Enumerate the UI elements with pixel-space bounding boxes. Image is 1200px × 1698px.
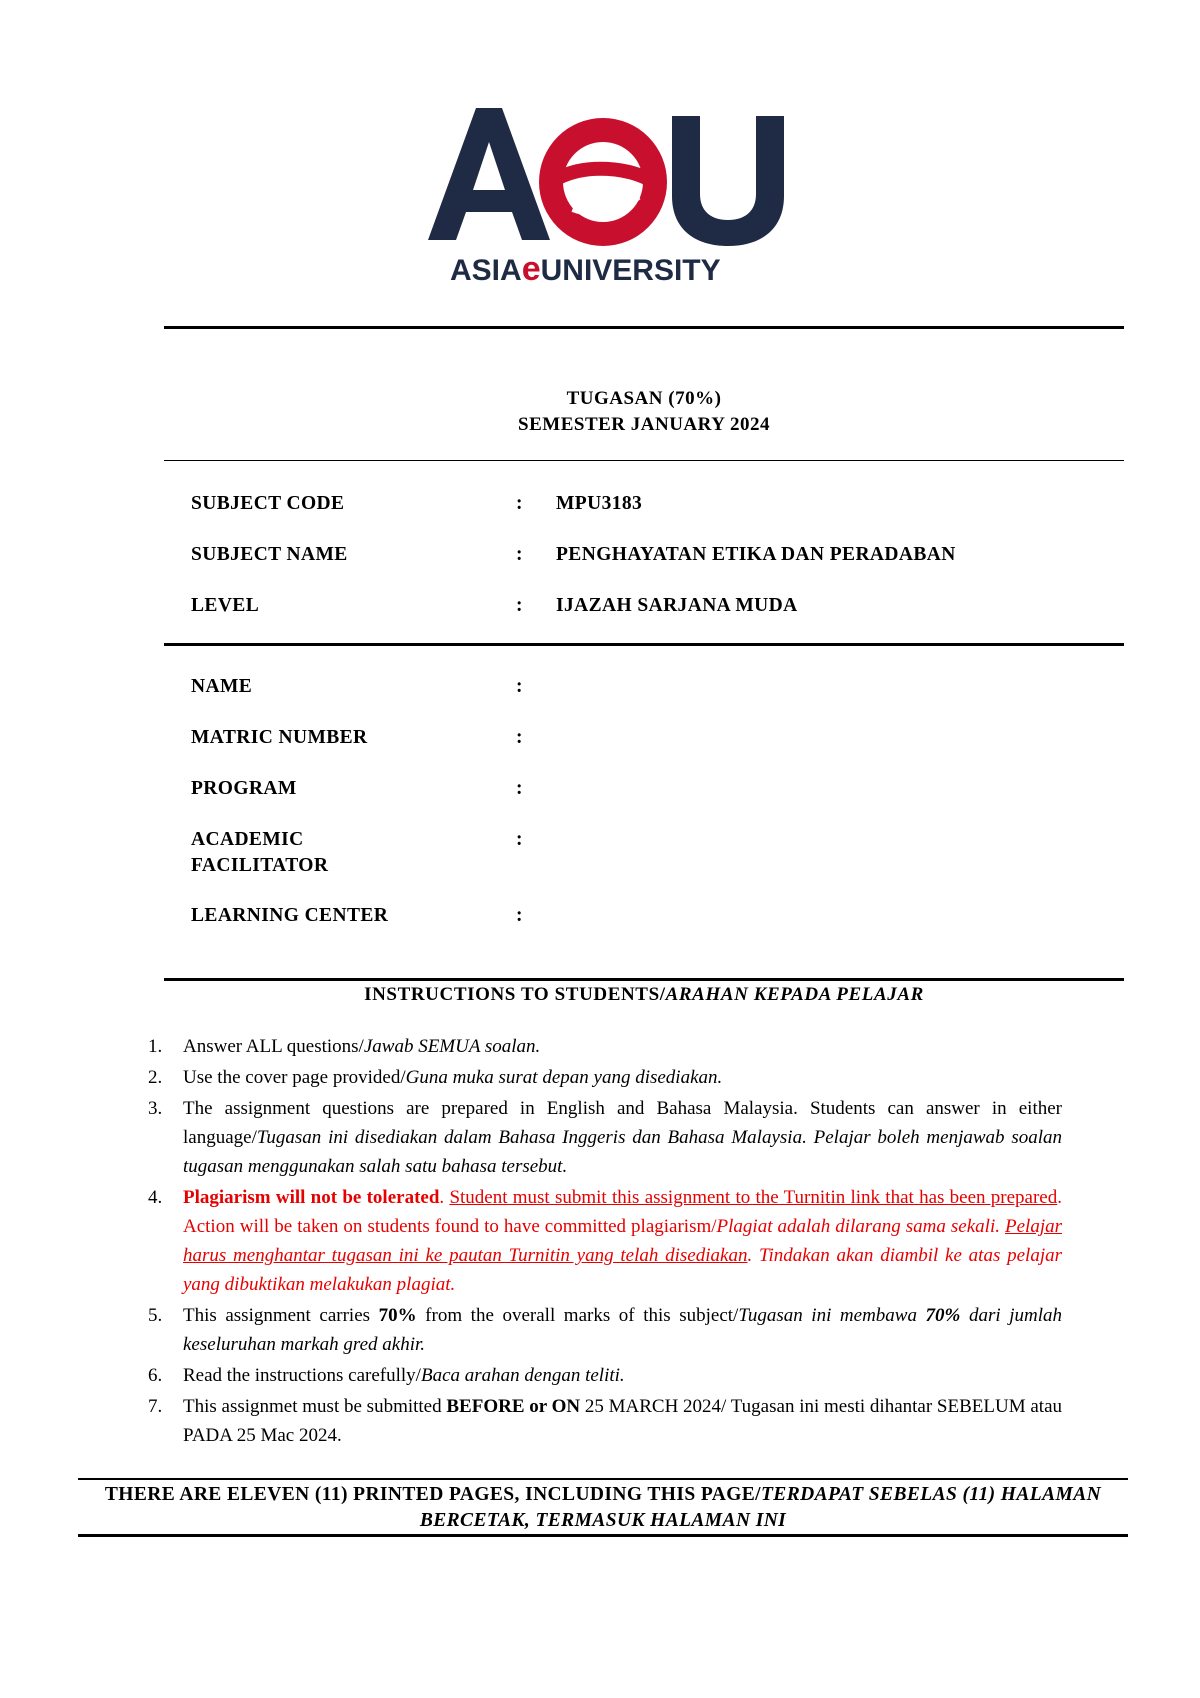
list-item: 1. Answer ALL questions/Jawab SEMUA soalan. <box>148 1036 541 1057</box>
instructions-title <box>164 984 1124 1006</box>
subject-code-label: SUBJECT CODE <box>191 493 345 514</box>
semester-title: SEMESTER JANUARY 2024 <box>518 414 770 435</box>
colon: : <box>516 829 523 850</box>
program-row <box>191 776 1091 802</box>
level-label: LEVEL <box>191 595 260 616</box>
subject-name-label: SUBJECT NAME <box>191 544 348 565</box>
list-item: 7. This assignmet must be submitted BEFORE or ON 25 MARCH 2024/ Tugasan ini mesti dihantar SEBELUM atau PADA 25 Mac 2024. <box>148 1396 1063 1446</box>
svg-text:ASIAeUNIVERSITY: ASIAeUNIVERSITY <box>450 250 721 288</box>
colon: : <box>516 676 523 697</box>
header-rule <box>164 460 1124 461</box>
plagiarism-warning: Plagiarism will not be tolerated <box>183 1187 440 1208</box>
list-item: 6. Read the instructions carefully/Baca arahan dengan teliti. <box>148 1365 625 1386</box>
list-item: 2. Use the cover page provided/Guna muka surat depan yang disediakan. <box>148 1067 723 1088</box>
subject-name-row <box>191 542 1091 568</box>
level-value: IJAZAH SARJANA MUDA <box>556 595 798 616</box>
list-item: 5. This assignment carries 70% from the overall marks of this subject/Tugasan ini membawa 70% dari jumlah keseluruhan markah gred akhir. <box>148 1305 1062 1355</box>
footer-top-rule <box>78 1478 1128 1480</box>
colon: : <box>516 727 523 748</box>
list-item: 4. Plagiarism will not be tolerated. Student must submit this assignment to the Turnitin link that has been prepared. Action will be taken on students found to have committed plagiarism/Plagiat adalah dilarang sama sekali. Pelajar harus menghantar tugasan ini ke pautan Turnitin yang telah disediakan. Tindakan akan diambil ke atas pelajar yang dibuktikan melakukan plagiat. <box>148 1187 1063 1295</box>
learning-center-label: LEARNING CENTER <box>191 905 389 926</box>
colon: : <box>516 905 523 926</box>
colon: : <box>516 544 523 565</box>
instructions-title-my: ARAHAN KEPADA PELAJAR <box>665 984 924 1005</box>
page-count-en: THERE ARE ELEVEN (11) PRINTED PAGES, INCLUDING THIS PAGE/ <box>104 1484 761 1505</box>
aeu-logo <box>428 108 788 288</box>
instructions-rule <box>164 978 1124 981</box>
name-row <box>191 674 1091 700</box>
list-item: 3. The assignment questions are prepared in English and Bahasa Malaysia. Students can answer in either language/Tugasan ini disediakan dalam Bahasa Inggeris dan Bahasa Malaysia. Pelajar boleh menjawab soalan tugasan menggunakan salah satu bahasa tersebut. <box>148 1098 1062 1177</box>
level-row <box>191 593 1091 619</box>
matric-number-label: MATRIC NUMBER <box>191 727 368 748</box>
page-count-my: TERDAPAT SEBELAS (11) HALAMAN BERCETAK, TERMASUK HALAMAN INI <box>419 1484 1102 1531</box>
academic-facilitator-row <box>191 827 1091 879</box>
subject-code-row <box>191 491 1091 517</box>
top-rule <box>164 326 1124 329</box>
aeu-logo-graphic <box>428 108 788 288</box>
academic-facilitator-label-line2: FACILITATOR <box>191 855 329 876</box>
colon: : <box>516 493 523 514</box>
learning-center-row <box>191 903 1091 929</box>
subject-name-value: PENGHAYATAN ETIKA DAN PERADABAN <box>556 544 956 565</box>
subject-rule <box>164 643 1124 646</box>
subject-code-value: MPU3183 <box>556 493 643 514</box>
name-label: NAME <box>191 676 253 697</box>
instructions-list <box>148 1032 1062 1452</box>
colon: : <box>516 778 523 799</box>
academic-facilitator-label <box>191 827 491 879</box>
matric-number-row <box>191 725 1091 751</box>
academic-facilitator-label-line1: ACADEMIC <box>191 829 304 850</box>
instructions-title-en: INSTRUCTIONS TO STUDENTS/ <box>364 984 666 1005</box>
assessment-title: TUGASAN (70%) <box>566 388 722 409</box>
footer-bottom-rule <box>78 1534 1128 1537</box>
colon: : <box>516 595 523 616</box>
page-count-notice <box>78 1482 1128 1534</box>
program-label: PROGRAM <box>191 778 297 799</box>
